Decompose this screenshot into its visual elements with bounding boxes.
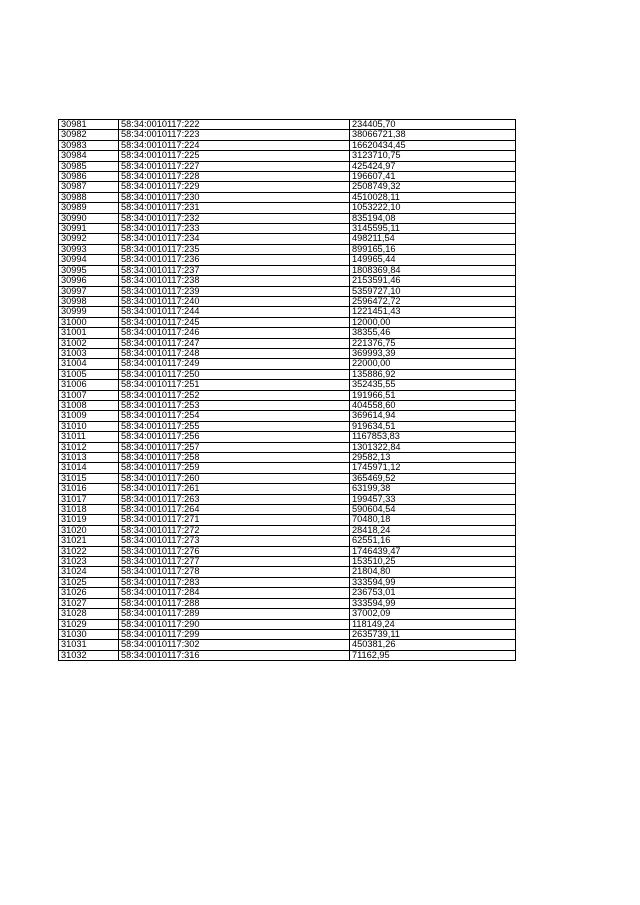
table-row (59, 203, 516, 213)
cadastral-number-cell: 58:34:0010117:264 (119, 505, 350, 515)
value-cell: 135886,92 (350, 369, 516, 379)
cadastral-number-cell: 58:34:0010117:257 (119, 442, 350, 452)
cadastral-number-cell: 58:34:0010117:258 (119, 453, 350, 463)
row-number-cell: 30994 (59, 255, 119, 265)
value-cell: 63199,38 (350, 484, 516, 494)
table-row (59, 120, 516, 130)
cadastral-number-cell: 58:34:0010117:222 (119, 120, 350, 130)
cadastral-number-cell: 58:34:0010117:251 (119, 380, 350, 390)
table-row (59, 307, 516, 317)
table-row (59, 421, 516, 431)
table-row (59, 453, 516, 463)
row-number-cell: 30986 (59, 172, 119, 182)
table-row (59, 296, 516, 306)
row-number-cell: 31006 (59, 380, 119, 390)
row-number-cell: 31017 (59, 494, 119, 504)
row-number-cell: 31011 (59, 432, 119, 442)
table-row (59, 151, 516, 161)
cadastral-number-cell: 58:34:0010117:263 (119, 494, 350, 504)
value-cell: 70480,18 (350, 515, 516, 525)
value-cell: 1053222,10 (350, 203, 516, 213)
row-number-cell: 31020 (59, 525, 119, 535)
table-row (59, 234, 516, 244)
table-body (59, 120, 516, 661)
row-number-cell: 31022 (59, 546, 119, 556)
value-cell: 1221451,43 (350, 307, 516, 317)
table-row (59, 619, 516, 629)
table-row (59, 130, 516, 140)
table-row (59, 390, 516, 400)
table-row (59, 609, 516, 619)
value-cell: 38066721,38 (350, 130, 516, 140)
cadastral-number-cell: 58:34:0010117:316 (119, 650, 350, 660)
row-number-cell: 30993 (59, 244, 119, 254)
table-row (59, 473, 516, 483)
table-row (59, 640, 516, 650)
cadastral-number-cell: 58:34:0010117:272 (119, 525, 350, 535)
cadastral-number-cell: 58:34:0010117:246 (119, 328, 350, 338)
value-cell: 71162,95 (350, 650, 516, 660)
table-row (59, 411, 516, 421)
row-number-cell: 31028 (59, 609, 119, 619)
row-number-cell: 31019 (59, 515, 119, 525)
row-number-cell: 30982 (59, 130, 119, 140)
cadastral-number-cell: 58:34:0010117:250 (119, 369, 350, 379)
row-number-cell: 30997 (59, 286, 119, 296)
value-cell: 118149,24 (350, 619, 516, 629)
row-number-cell: 30992 (59, 234, 119, 244)
row-number-cell: 30998 (59, 296, 119, 306)
value-cell: 1745971,12 (350, 463, 516, 473)
cadastral-number-cell: 58:34:0010117:273 (119, 536, 350, 546)
table-row (59, 255, 516, 265)
value-cell: 1746439,47 (350, 546, 516, 556)
value-cell: 919634,51 (350, 421, 516, 431)
table-row (59, 588, 516, 598)
value-cell: 1808369,84 (350, 265, 516, 275)
cadastral-number-cell: 58:34:0010117:225 (119, 151, 350, 161)
table-row (59, 432, 516, 442)
cadastral-number-cell: 58:34:0010117:228 (119, 172, 350, 182)
cadastral-number-cell: 58:34:0010117:290 (119, 619, 350, 629)
table-row (59, 328, 516, 338)
cadastral-number-cell: 58:34:0010117:247 (119, 338, 350, 348)
value-cell: 3123710,75 (350, 151, 516, 161)
table-row (59, 369, 516, 379)
cadastral-number-cell: 58:34:0010117:248 (119, 348, 350, 358)
row-number-cell: 31023 (59, 557, 119, 567)
row-number-cell: 30989 (59, 203, 119, 213)
cadastral-number-cell: 58:34:0010117:223 (119, 130, 350, 140)
value-cell: 236753,01 (350, 588, 516, 598)
table-row (59, 213, 516, 223)
row-number-cell: 31003 (59, 348, 119, 358)
row-number-cell: 30996 (59, 276, 119, 286)
value-cell: 221376,75 (350, 338, 516, 348)
row-number-cell: 31031 (59, 640, 119, 650)
value-cell: 450381,26 (350, 640, 516, 650)
cadastral-number-cell: 58:34:0010117:289 (119, 609, 350, 619)
table-row (59, 525, 516, 535)
cadastral-number-cell: 58:34:0010117:261 (119, 484, 350, 494)
row-number-cell: 31016 (59, 484, 119, 494)
cadastral-number-cell: 58:34:0010117:238 (119, 276, 350, 286)
cadastral-number-cell: 58:34:0010117:299 (119, 629, 350, 639)
cadastral-number-cell: 58:34:0010117:249 (119, 359, 350, 369)
table-row (59, 172, 516, 182)
row-number-cell: 31014 (59, 463, 119, 473)
row-number-cell: 31002 (59, 338, 119, 348)
table-row (59, 484, 516, 494)
cadastral-number-cell: 58:34:0010117:278 (119, 567, 350, 577)
cadastral-number-cell: 58:34:0010117:256 (119, 432, 350, 442)
row-number-cell: 31026 (59, 588, 119, 598)
row-number-cell: 31008 (59, 400, 119, 410)
cadastral-number-cell: 58:34:0010117:235 (119, 244, 350, 254)
cadastral-number-cell: 58:34:0010117:277 (119, 557, 350, 567)
table-row (59, 505, 516, 515)
table-row (59, 515, 516, 525)
value-cell: 16620434,45 (350, 140, 516, 150)
value-cell: 62551,16 (350, 536, 516, 546)
value-cell: 2596472,72 (350, 296, 516, 306)
row-number-cell: 31012 (59, 442, 119, 452)
row-number-cell: 30983 (59, 140, 119, 150)
cadastral-number-cell: 58:34:0010117:284 (119, 588, 350, 598)
value-cell: 234405,70 (350, 120, 516, 130)
table-row (59, 463, 516, 473)
row-number-cell: 31000 (59, 317, 119, 327)
value-cell: 29582,13 (350, 453, 516, 463)
cadastral-number-cell: 58:34:0010117:232 (119, 213, 350, 223)
cadastral-number-cell: 58:34:0010117:276 (119, 546, 350, 556)
row-number-cell: 30991 (59, 224, 119, 234)
cadastral-number-cell: 58:34:0010117:255 (119, 421, 350, 431)
table-row (59, 224, 516, 234)
table-row (59, 286, 516, 296)
value-cell: 1167853,83 (350, 432, 516, 442)
value-cell: 498211,54 (350, 234, 516, 244)
cadastral-number-cell: 58:34:0010117:231 (119, 203, 350, 213)
value-cell: 22000,00 (350, 359, 516, 369)
row-number-cell: 31001 (59, 328, 119, 338)
value-cell: 835194,08 (350, 213, 516, 223)
table-row (59, 317, 516, 327)
cadastral-number-cell: 58:34:0010117:288 (119, 598, 350, 608)
table-row (59, 338, 516, 348)
cadastral-number-cell: 58:34:0010117:234 (119, 234, 350, 244)
table-row (59, 546, 516, 556)
cadastral-number-cell: 58:34:0010117:236 (119, 255, 350, 265)
row-number-cell: 31007 (59, 390, 119, 400)
table-row (59, 557, 516, 567)
value-cell: 404558,60 (350, 400, 516, 410)
value-cell: 2635739,11 (350, 629, 516, 639)
value-cell: 37002,09 (350, 609, 516, 619)
row-number-cell: 31021 (59, 536, 119, 546)
cadastral-number-cell: 58:34:0010117:302 (119, 640, 350, 650)
value-cell: 4510028,11 (350, 192, 516, 202)
table-row (59, 244, 516, 254)
table-row (59, 629, 516, 639)
row-number-cell: 31009 (59, 411, 119, 421)
value-cell: 590604,54 (350, 505, 516, 515)
cadastral-number-cell: 58:34:0010117:271 (119, 515, 350, 525)
table-row (59, 598, 516, 608)
table-row (59, 577, 516, 587)
table-row (59, 161, 516, 171)
value-cell: 333594,99 (350, 577, 516, 587)
table-row (59, 182, 516, 192)
row-number-cell: 31027 (59, 598, 119, 608)
value-cell: 38355,46 (350, 328, 516, 338)
cadastral-number-cell: 58:34:0010117:252 (119, 390, 350, 400)
table-row (59, 380, 516, 390)
cadastral-number-cell: 58:34:0010117:260 (119, 473, 350, 483)
value-cell: 3145595,11 (350, 224, 516, 234)
value-cell: 365469,52 (350, 473, 516, 483)
row-number-cell: 31025 (59, 577, 119, 587)
row-number-cell: 31010 (59, 421, 119, 431)
value-cell: 333594,99 (350, 598, 516, 608)
value-cell: 369614,94 (350, 411, 516, 421)
row-number-cell: 30995 (59, 265, 119, 275)
row-number-cell: 31030 (59, 629, 119, 639)
table-row (59, 650, 516, 660)
value-cell: 21804,80 (350, 567, 516, 577)
cadastral-number-cell: 58:34:0010117:240 (119, 296, 350, 306)
row-number-cell: 30999 (59, 307, 119, 317)
value-cell: 199457,33 (350, 494, 516, 504)
value-cell: 1301322,84 (350, 442, 516, 452)
cadastral-number-cell: 58:34:0010117:253 (119, 400, 350, 410)
row-number-cell: 31024 (59, 567, 119, 577)
row-number-cell: 30981 (59, 120, 119, 130)
value-cell: 425424,97 (350, 161, 516, 171)
table-row (59, 192, 516, 202)
cadastral-number-cell: 58:34:0010117:237 (119, 265, 350, 275)
row-number-cell: 30990 (59, 213, 119, 223)
cadastral-number-cell: 58:34:0010117:233 (119, 224, 350, 234)
table-row (59, 536, 516, 546)
value-cell: 2508749,32 (350, 182, 516, 192)
cadastral-number-cell: 58:34:0010117:259 (119, 463, 350, 473)
cadastral-number-cell: 58:34:0010117:224 (119, 140, 350, 150)
row-number-cell: 31013 (59, 453, 119, 463)
value-cell: 12000,00 (350, 317, 516, 327)
table-row (59, 265, 516, 275)
row-number-cell: 31029 (59, 619, 119, 629)
value-cell: 899165,16 (350, 244, 516, 254)
cadastral-value-table (58, 119, 516, 661)
row-number-cell: 31018 (59, 505, 119, 515)
cadastral-number-cell: 58:34:0010117:239 (119, 286, 350, 296)
value-cell: 5359727,10 (350, 286, 516, 296)
table-row (59, 276, 516, 286)
value-cell: 153510,25 (350, 557, 516, 567)
value-cell: 28418,24 (350, 525, 516, 535)
value-cell: 369993,39 (350, 348, 516, 358)
row-number-cell: 31015 (59, 473, 119, 483)
row-number-cell: 30987 (59, 182, 119, 192)
table-row (59, 494, 516, 504)
table-row (59, 140, 516, 150)
table-row (59, 348, 516, 358)
row-number-cell: 31032 (59, 650, 119, 660)
cadastral-number-cell: 58:34:0010117:229 (119, 182, 350, 192)
row-number-cell: 30988 (59, 192, 119, 202)
cadastral-number-cell: 58:34:0010117:230 (119, 192, 350, 202)
value-cell: 2153591,46 (350, 276, 516, 286)
value-cell: 196607,41 (350, 172, 516, 182)
row-number-cell: 30985 (59, 161, 119, 171)
cadastral-number-cell: 58:34:0010117:244 (119, 307, 350, 317)
value-cell: 352435,55 (350, 380, 516, 390)
row-number-cell: 30984 (59, 151, 119, 161)
value-cell: 191966,51 (350, 390, 516, 400)
cadastral-number-cell: 58:34:0010117:283 (119, 577, 350, 587)
cadastral-number-cell: 58:34:0010117:254 (119, 411, 350, 421)
row-number-cell: 31004 (59, 359, 119, 369)
cadastral-number-cell: 58:34:0010117:227 (119, 161, 350, 171)
table-row (59, 359, 516, 369)
cadastral-number-cell: 58:34:0010117:245 (119, 317, 350, 327)
row-number-cell: 31005 (59, 369, 119, 379)
table-row (59, 567, 516, 577)
table-row (59, 400, 516, 410)
table-row (59, 442, 516, 452)
value-cell: 149965,44 (350, 255, 516, 265)
